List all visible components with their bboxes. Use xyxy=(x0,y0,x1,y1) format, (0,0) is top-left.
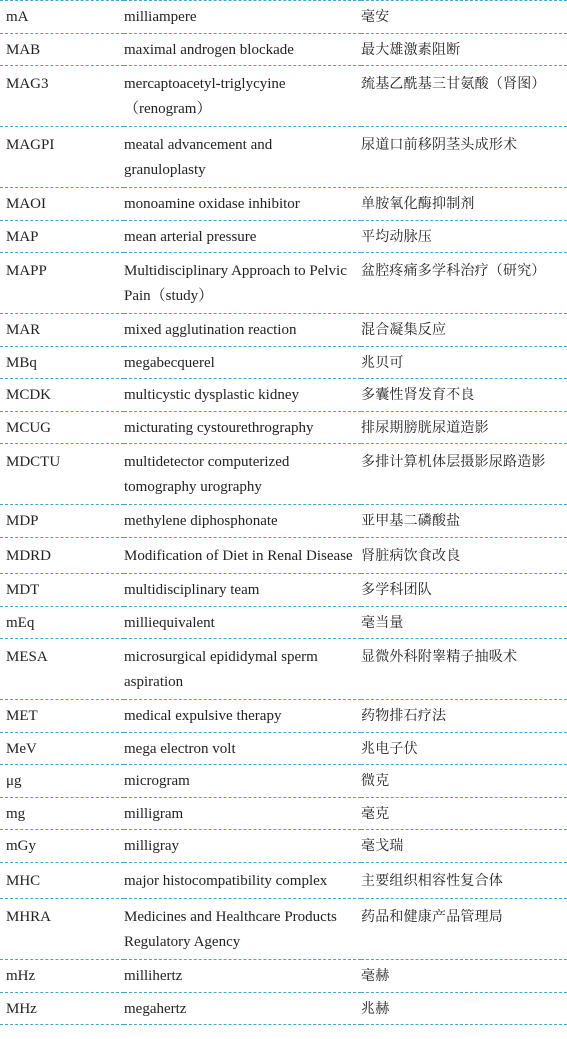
table-row xyxy=(0,444,567,505)
table-row xyxy=(0,220,567,253)
table-row xyxy=(0,505,567,538)
table-row xyxy=(0,992,567,1025)
chinese-term-cell: 微克 xyxy=(361,765,567,798)
english-term-cell: multicystic dysplastic kidney xyxy=(124,379,361,412)
abbreviation-cell: mg xyxy=(0,797,124,830)
english-term-cell: monoamine oxidase inhibitor xyxy=(124,188,361,221)
abbreviation-cell: MDRD xyxy=(0,537,124,574)
chinese-term-cell: 多学科团队 xyxy=(361,574,567,607)
abbreviation-cell: MCUG xyxy=(0,411,124,444)
table-row xyxy=(0,862,567,899)
chinese-term-cell: 多排计算机体层摄影尿路造影 xyxy=(361,444,567,505)
chinese-term-cell: 毫安 xyxy=(361,1,567,34)
english-term-cell: Medicines and Healthcare Products Regulatory Agency xyxy=(124,899,361,960)
table-row xyxy=(0,33,567,66)
abbreviation-cell: MHRA xyxy=(0,899,124,960)
chinese-term-cell: 巯基乙酰基三甘氨酸（肾图） xyxy=(361,66,567,127)
chinese-term-cell: 肾脏病饮食改良 xyxy=(361,537,567,574)
table-row xyxy=(0,606,567,639)
chinese-term-cell: 尿道口前移阴茎头成形术 xyxy=(361,127,567,188)
chinese-term-cell: 盆腔疼痛多学科治疗（研究） xyxy=(361,253,567,314)
english-term-cell: microgram xyxy=(124,765,361,798)
english-term-cell: meatal advancement and granuloplasty xyxy=(124,127,361,188)
english-term-cell: megabecquerel xyxy=(124,346,361,379)
english-term-cell: milliampere xyxy=(124,1,361,34)
abbreviation-cell: MAGPI xyxy=(0,127,124,188)
english-term-cell: mega electron volt xyxy=(124,732,361,765)
table-row xyxy=(0,537,567,574)
abbreviation-cell: MAOI xyxy=(0,188,124,221)
table-row xyxy=(0,379,567,412)
abbreviation-cell: μg xyxy=(0,765,124,798)
abbreviation-cell: MESA xyxy=(0,639,124,700)
table-row xyxy=(0,253,567,314)
abbreviation-cell: MHC xyxy=(0,862,124,899)
chinese-term-cell: 兆贝可 xyxy=(361,346,567,379)
english-term-cell: Multidisciplinary Approach to Pelvic Pain（study） xyxy=(124,253,361,314)
english-term-cell: multidisciplinary team xyxy=(124,574,361,607)
table-row xyxy=(0,700,567,733)
english-term-cell: mercaptoacetyl-triglycyine （renogram） xyxy=(124,66,361,127)
table-row xyxy=(0,188,567,221)
table-row xyxy=(0,899,567,960)
abbreviation-cell: MeV xyxy=(0,732,124,765)
abbreviation-cell: MAB xyxy=(0,33,124,66)
chinese-term-cell: 最大雄激素阻断 xyxy=(361,33,567,66)
english-term-cell: medical expulsive therapy xyxy=(124,700,361,733)
english-term-cell: mean arterial pressure xyxy=(124,220,361,253)
english-term-cell: micturating cystourethrography xyxy=(124,411,361,444)
chinese-term-cell: 亚甲基二磷酸盐 xyxy=(361,505,567,538)
table-row xyxy=(0,639,567,700)
abbreviation-cell: MDP xyxy=(0,505,124,538)
abbreviation-cell: MDCTU xyxy=(0,444,124,505)
chinese-term-cell: 药物排石疗法 xyxy=(361,700,567,733)
table-row xyxy=(0,346,567,379)
abbreviation-cell: mA xyxy=(0,1,124,34)
chinese-term-cell: 毫当量 xyxy=(361,606,567,639)
abbreviation-cell: MET xyxy=(0,700,124,733)
english-term-cell: maximal androgen blockade xyxy=(124,33,361,66)
english-term-cell: megahertz xyxy=(124,992,361,1025)
table-row xyxy=(0,1,567,34)
english-term-cell: milliequivalent xyxy=(124,606,361,639)
table-row xyxy=(0,797,567,830)
english-term-cell: millihertz xyxy=(124,960,361,993)
abbreviation-cell: MAP xyxy=(0,220,124,253)
english-term-cell: mixed agglutination reaction xyxy=(124,314,361,347)
chinese-term-cell: 毫戈瑞 xyxy=(361,830,567,863)
english-term-cell: microsurgical epididymal sperm aspiration xyxy=(124,639,361,700)
chinese-term-cell: 毫赫 xyxy=(361,960,567,993)
abbreviation-cell: MCDK xyxy=(0,379,124,412)
table-row xyxy=(0,960,567,993)
english-term-cell: major histocompatibility complex xyxy=(124,862,361,899)
table-row xyxy=(0,732,567,765)
chinese-term-cell: 单胺氧化酶抑制剂 xyxy=(361,188,567,221)
glossary-body xyxy=(0,1,567,1025)
abbreviation-cell: MBq xyxy=(0,346,124,379)
english-term-cell: methylene diphosphonate xyxy=(124,505,361,538)
table-row xyxy=(0,314,567,347)
abbreviation-cell: MAG3 xyxy=(0,66,124,127)
table-row xyxy=(0,127,567,188)
abbreviation-cell: MAPP xyxy=(0,253,124,314)
table-row xyxy=(0,411,567,444)
chinese-term-cell: 混合凝集反应 xyxy=(361,314,567,347)
abbreviation-cell: MAR xyxy=(0,314,124,347)
chinese-term-cell: 毫克 xyxy=(361,797,567,830)
table-row xyxy=(0,830,567,863)
english-term-cell: milligram xyxy=(124,797,361,830)
chinese-term-cell: 药品和健康产品管理局 xyxy=(361,899,567,960)
abbreviation-cell: MHz xyxy=(0,992,124,1025)
english-term-cell: Modification of Diet in Renal Disease xyxy=(124,537,361,574)
chinese-term-cell: 显微外科附睾精子抽吸术 xyxy=(361,639,567,700)
chinese-term-cell: 平均动脉压 xyxy=(361,220,567,253)
chinese-term-cell: 主要组织相容性复合体 xyxy=(361,862,567,899)
chinese-term-cell: 兆赫 xyxy=(361,992,567,1025)
table-row xyxy=(0,765,567,798)
english-term-cell: multidetector computerized tomography urography xyxy=(124,444,361,505)
chinese-term-cell: 多囊性肾发育不良 xyxy=(361,379,567,412)
table-row xyxy=(0,66,567,127)
abbreviation-cell: MDT xyxy=(0,574,124,607)
abbreviation-cell: mHz xyxy=(0,960,124,993)
chinese-term-cell: 兆电子伏 xyxy=(361,732,567,765)
abbreviation-cell: mGy xyxy=(0,830,124,863)
table-row xyxy=(0,574,567,607)
abbreviation-cell: mEq xyxy=(0,606,124,639)
chinese-term-cell: 排尿期膀胱尿道造影 xyxy=(361,411,567,444)
english-term-cell: milligray xyxy=(124,830,361,863)
